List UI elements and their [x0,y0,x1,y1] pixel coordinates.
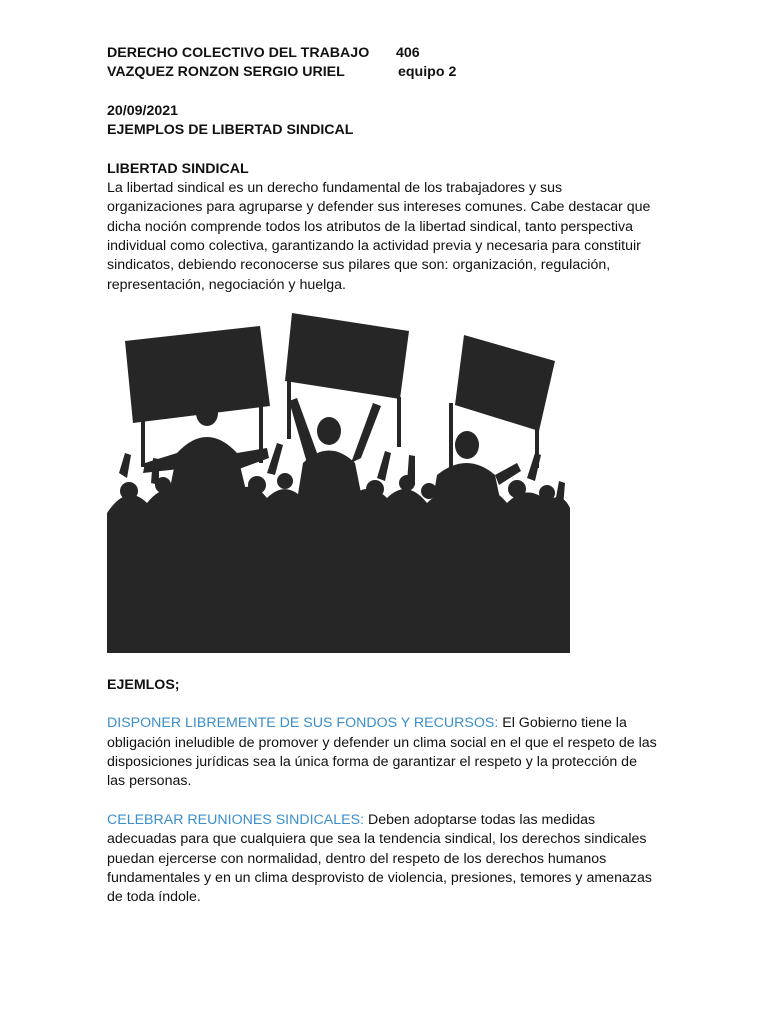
example-item-1 [107,714,657,791]
student-name: VAZQUEZ RONZON SERGIO URIEL [107,64,345,81]
header-line-1 [107,44,667,63]
example-item-2 [107,811,657,907]
document-date: 20/09/2021 [107,102,179,119]
examples-heading: EJEMLOS; [107,676,180,693]
example-1-text: El Gobierno tiene la obligación ineludible de promover y defender un clima social en el que el respeto de las disposiciones jurídicas sea la única forma de garantizar el respeto y la protección de las personas. [107,715,657,790]
section-body: La libertad sindical es un derecho fundamental de los trabajadores y sus organizaciones para agruparse y defender sus intereses comunes. Cabe destacar que dicha noción comprende todos los atributos de la libertad sindical, tanto perspectiva individual como colectiva, garantizando la actividad previa y necesaria para constituir sindicatos, debiendo reconocerse sus pilares que son: organización, regulación, representación, negociación y huelga. [107,180,651,293]
example-1-title: DISPONER LIBREMENTE DE SUS FONDOS Y RECURSOS: [107,715,499,732]
example-2-text: Deben adoptarse todas las medidas adecuadas para que cualquiera que sea la tendencia sindical, los derechos sindicales puedan ejercerse con normalidad, dentro del respeto de los derechos humanos fundamentales y en un clima desprovisto de violencia, presiones, temores y amenazas de toda índole. [107,811,652,906]
document-title: EJEMPLOS DE LIBERTAD SINDICAL [107,122,354,139]
group-number: 406 [396,45,420,61]
team-label: equipo 2 [398,64,457,81]
protest-crowd-image [107,313,570,653]
example-2-title: CELEBRAR REUNIONES SINDICALES: [107,811,365,828]
protest-silhouette-illustration [107,313,570,653]
section-heading: LIBERTAD SINDICAL [107,160,249,177]
course-name: DERECHO COLECTIVO DEL TRABAJO [107,45,370,61]
header-line-2 [107,63,667,82]
document-page [107,44,667,907]
